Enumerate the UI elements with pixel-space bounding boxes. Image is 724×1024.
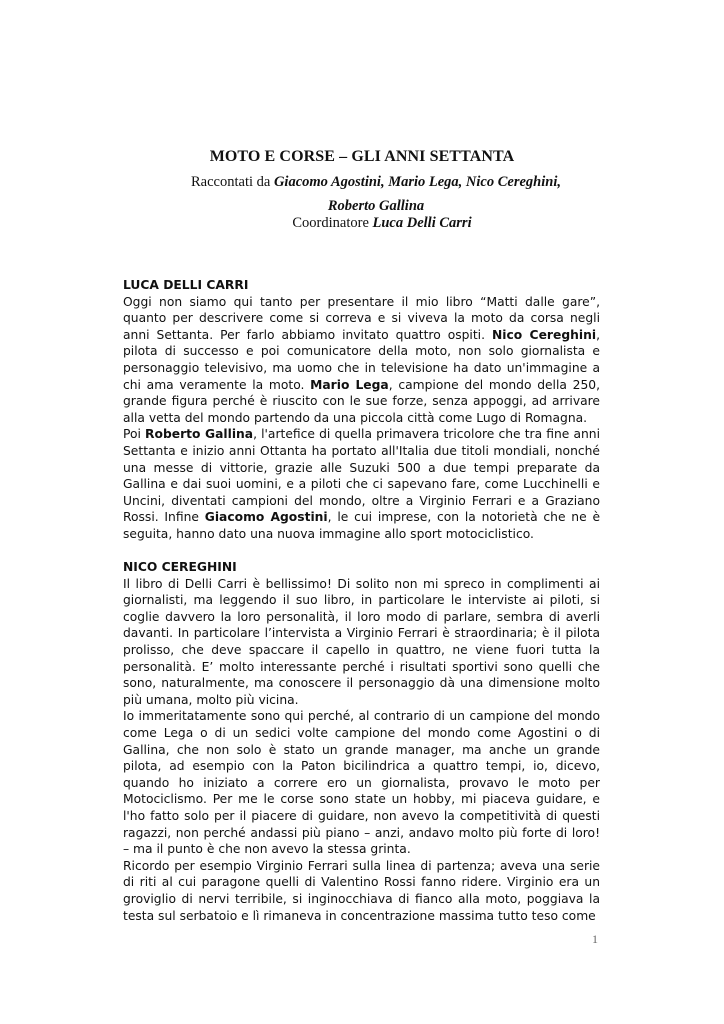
paragraph-text: , campione del mondo della 250, grande figura perché è riuscito con le sue forze, senza appoggi, ad arrivare alla vetta del mondo partendo da una piccola città come Lugo di Romagna.	[123, 377, 600, 425]
document-body	[123, 277, 600, 924]
paragraph: Ricordo per esempio Virginio Ferrari sulla linea di partenza; aveva una serie di riti al cui paragone quelli di Valentino Rossi fanno ridere. Virginio era un groviglio di nervi terribile, si inginocchiava di fianco alla moto, poggiava la testa sul serbatoio e lì rimaneva in concentrazione massima tutto teso come	[123, 858, 600, 923]
paragraph	[123, 294, 600, 427]
person-name: Giacomo Agostini	[204, 510, 328, 525]
narrators-label: Raccontati da	[191, 174, 271, 190]
subtitle-narrators-continued	[14, 198, 724, 215]
paragraph: Il libro di Delli Carri è bellissimo! Di solito non mi spreco in complimenti ai giornalisti, ma leggendo il suo libro, in particolare le interviste ai piloti, si coglie davvero la loro personalità, il loro modo di parlare, sembra di averli davanti. In particolare l’intervista a Virginio Ferrari è straordinaria; è il pilota prolisso, che deve spaccare il capello in quattro, ne viene fuori tutta la personalità. E’ molto interessante perché i risultati sportivi sono quelli che sono, naturalmente, ma conoscere il personaggio dà una dimensione molto più umana, molto più vicina.	[123, 576, 600, 707]
coordinator-label: Coordinatore	[292, 215, 369, 231]
paragraph-text: Oggi non siamo qui tanto per presentare il mio libro “Matti dalle gare”, quanto per descrivere come si correva e si viveva la moto da corsa negli anni Settanta. Per farlo abbiamo invitato quattro ospiti.	[123, 294, 600, 342]
subtitle-narrators	[14, 174, 724, 191]
speaker-heading: NICO CEREGHINI	[123, 560, 237, 575]
narrators-names: Giacomo Agostini, Mario Lega, Nico Cereghini,	[273, 174, 561, 190]
paragraph: Io immeritatamente sono qui perché, al contrario di un campione del mondo come Lega o di un sedici volte campione del mondo come Agostini o di Gallina, che non solo è stato un grande manager, ma anche un grande pilota, ad esempio con la Paton bicilindrica a quattro tempi, io, dicevo, quando ho iniziato a correre ero un giornalista, provavo le moto per Motociclismo. Per me le corse sono state un hobby, mi piaceva guidare, e l'ho fatto solo per il piacere di guidare, non avevo la competitività di questi ragazzi, non perché andassi più piano – anzi, andavo molto più forte di loro! – ma il punto è che non avevo la stessa grinta.	[123, 709, 600, 857]
subtitle-coordinator	[20, 215, 724, 232]
person-name: Roberto Gallina	[145, 427, 254, 442]
paragraph-text: , l'artefice di quella primavera tricolore che tra fine anni Settanta e inizio anni Ottanta ha portato all'Italia due titoli mondiali, nonché una messe di vittorie, grazie alle Suzuki 500 a due tempi preparate da Gallina e dai suoi uomini, e a piloti che ci sapevano fare, come Lucchinelli e Uncini, diventati campioni del mondo, oltre a Virginio Ferrari e a Graziano Rossi. Infine	[123, 427, 600, 525]
document-title: MOTO E CORSE – GLI ANNI SETTANTA	[209, 148, 515, 165]
person-name: Mario Lega	[310, 377, 389, 392]
speaker-heading: LUCA DELLI CARRI	[123, 278, 249, 292]
paragraph-text: Poi	[123, 427, 146, 442]
paragraph-text: , le cui imprese, con la notorietà che ne è seguita, hanno dato una nuova immagine allo sport motociclistico.	[123, 510, 601, 541]
page-number: 1	[592, 932, 598, 946]
paragraph	[123, 426, 600, 542]
section-spacer	[123, 543, 600, 560]
paragraph-text: , pilota di successo e poi comunicatore della moto, non solo giornalista e personaggio televisivo, ma uomo che in televisione ha dato un'immagine a chi ama veramente la moto.	[123, 327, 600, 392]
person-name: Nico Cereghini	[491, 327, 597, 342]
coordinator-name: Luca Delli Carri	[372, 215, 472, 231]
narrators-names-2: Roberto Gallina	[327, 198, 425, 214]
